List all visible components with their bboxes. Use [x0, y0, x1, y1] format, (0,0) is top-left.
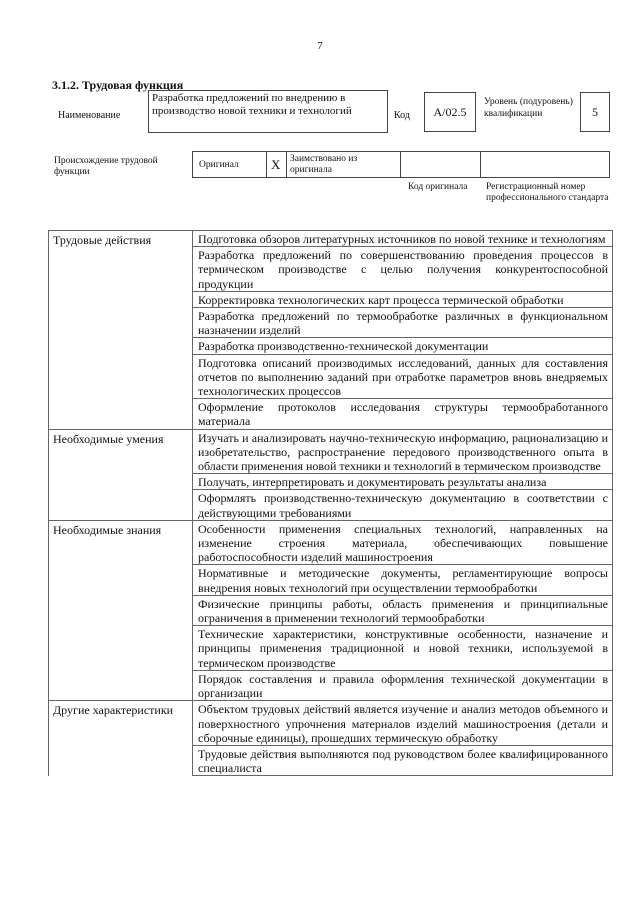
table-cell: Технические характеристики, конструктивные особенности, назначение и принципы применения традиционной и новой техники, используемой в термическом производстве	[193, 626, 613, 671]
table-cell: Оформлять производственно-техническую документацию в соответствии с действующими требованиями	[193, 490, 613, 520]
category-required-skills: Необходимые умения	[49, 429, 193, 520]
level-label: Уровень (подуровень) квалификации	[484, 97, 573, 119]
table-row	[49, 520, 613, 565]
table-cell: Оформление протоколов исследования структуры термообработанного материала	[193, 399, 613, 429]
origin-original-text: Оригинал	[199, 160, 239, 170]
table-cell: Подготовка обзоров литературных источников по новой технике и технологиям	[193, 231, 613, 247]
table-cell: Порядок составления и правила оформления технической документации в организации	[193, 670, 613, 700]
table-cell: Подготовка описаний производимых исследований, данных для составления отчетов по выполнению заданий при отработке параметров вновь внедряемых технологических процессов	[193, 354, 613, 399]
table-cell: Получать, интерпретировать и документировать результаты анализа	[193, 474, 613, 490]
table-row	[49, 429, 613, 474]
category-required-knowledge: Необходимые знания	[49, 520, 193, 700]
code-value: A/02.5	[424, 92, 476, 132]
origin-mark-cell	[267, 152, 287, 177]
code-label: Код	[394, 110, 410, 121]
table-cell: Корректировка технологических карт процесса термической обработки	[193, 291, 613, 307]
reg-number-label: Регистрационный номер профессионального стандарта	[486, 182, 609, 203]
origin-row	[192, 151, 610, 178]
origin-borrowed-cell	[287, 152, 401, 177]
category-labor-actions: Трудовые действия	[49, 231, 193, 430]
origin-mark: X	[271, 157, 281, 172]
page-number: 7	[317, 40, 323, 52]
table-row	[49, 231, 613, 247]
table-cell: Нормативные и методические документы, регламентирующие вопросы внедрения новых технологий при осуществлении термообработки	[193, 565, 613, 595]
origin-label: Происхождение трудовой функции	[54, 156, 158, 177]
origin-borrowed-text: Заимствовано из оригинала	[290, 154, 358, 175]
code-original-label: Код оригинала	[408, 182, 468, 192]
origin-reg-cell	[481, 152, 609, 177]
level-value: 5	[580, 92, 610, 132]
name-label: Наименование	[58, 110, 121, 121]
table-cell: Изучать и анализировать научно-техническую информацию, рационализацию и изобретательство, распространение передового производственного опыта в области применения новой техники и технологий в термическом производстве	[193, 429, 613, 474]
table-row	[49, 701, 613, 746]
table-cell: Трудовые действия выполняются под руководством более квалифицированного специалиста	[193, 745, 613, 775]
category-other-characteristics: Другие характеристики	[49, 701, 193, 776]
table-cell: Физические принципы работы, область применения и принципиальные ограничения в применении технологий термообработки	[193, 595, 613, 625]
function-name-value: Разработка предложений по внедрению в производство новой техники и технологий	[148, 90, 388, 133]
table-cell: Разработка предложений по термообработке различных в функциональном назначении изделий	[193, 308, 613, 338]
origin-original-cell	[193, 152, 267, 177]
origin-code-cell	[401, 152, 481, 177]
section-title: 3.1.2. Трудовая функция	[52, 78, 184, 92]
table-cell: Разработка предложений по совершенствованию проведения процессов в термическом производстве с целью получения конкурентоспособной продукции	[193, 247, 613, 292]
table-cell: Объектом трудовых действий является изучение и анализ методов объемного и поверхностного упрочнения материалов изделий машиностроения (детали и сборочные единицы), прошедших термическую обработку	[193, 701, 613, 746]
labor-function-table	[48, 230, 613, 776]
table-cell: Разработка производственно-технической документации	[193, 338, 613, 354]
table-cell: Особенности применения специальных технологий, направленных на изменение строения материала, обеспечивающих повышение работоспособности изделий машиностроения	[193, 520, 613, 565]
